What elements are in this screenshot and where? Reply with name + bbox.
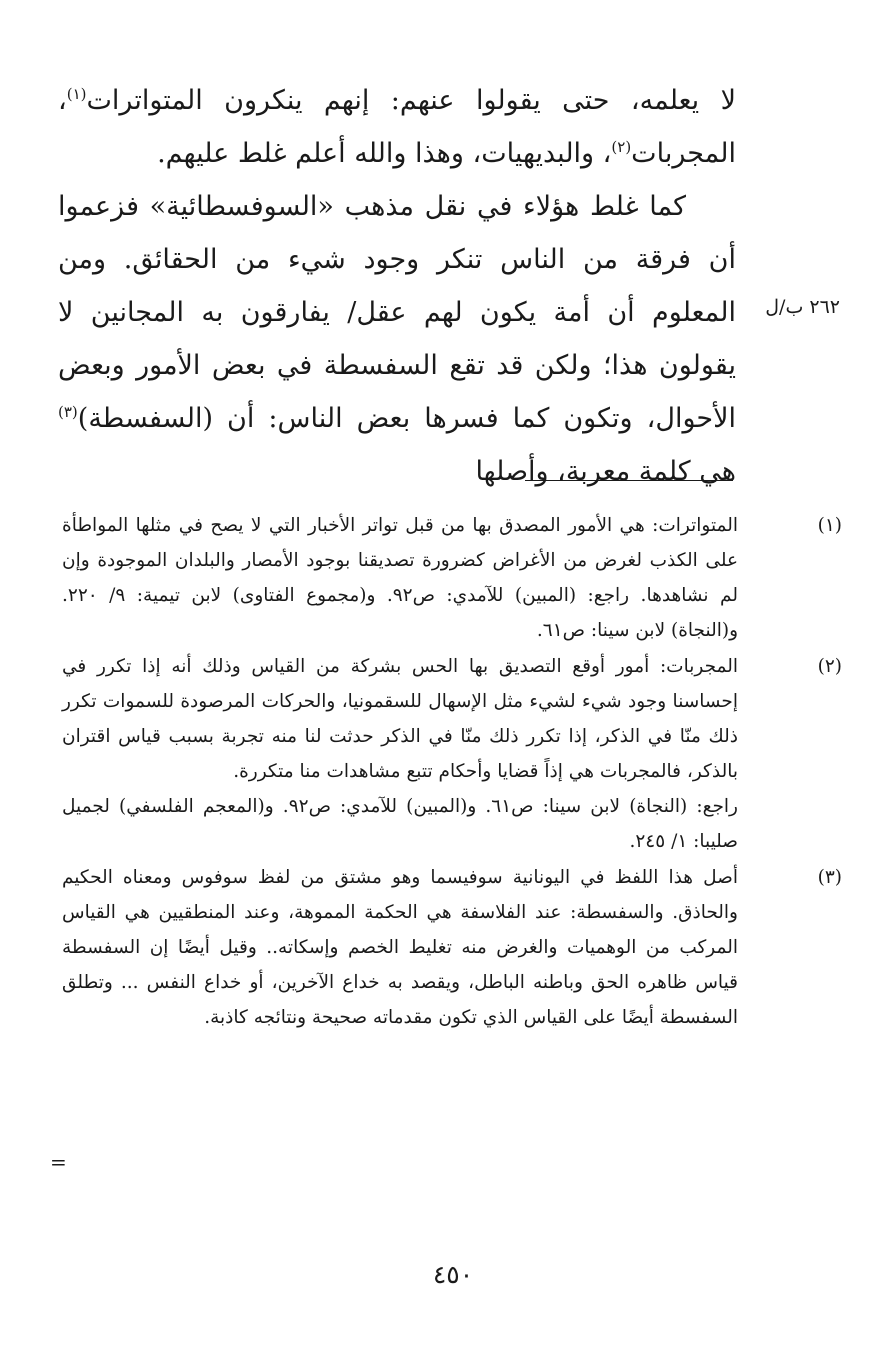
footnote-number: (١)	[817, 515, 842, 536]
footnote-ref-3[interactable]: (٣)	[58, 403, 78, 421]
main-paragraph-1	[58, 74, 736, 180]
footnote-3	[62, 860, 842, 1035]
footnote-number: (٣)	[817, 867, 842, 888]
footnote-ref-2[interactable]: (٢)	[611, 138, 632, 156]
footnote-text: المجربات: أمور أوقع التصديق بها الحس بشركة من القياس وذلك أنه إذا تكرر في إحساسنا وجود شيء لشيء مثل الإسهال للسقمونيا، والحركات المرصودة للسموات تكرر ذلك منّا في الذكر، إذا تكرر ذلك منّا في الذكر حدثت لنا منه تجربة بسبب قياس اقتران بالذكر، فالمجربات هي إذاً قضايا وأحكام تتبع مشاهدات منا متكررة.	[62, 656, 738, 782]
footnote-1	[62, 508, 842, 648]
continuation-mark: =	[50, 1150, 67, 1174]
footnote-separator	[525, 480, 733, 481]
main-text-run: كما غلط هؤلاء في نقل مذهب «السوفسطائية» فزعموا أن فرقة من الناس تنكر وجود شيء من الحقائق. ومن المعلوم أن أمة يكون لهم عقل/ يفارقون به المجانين لا يقولون هذا؛ ولكن قد تقع السفسطة في بعض الأمور وبعض الأحوال، وتكون كما فسرها بعض الناس: أن (السفسطة)	[58, 191, 736, 434]
footnotes	[62, 508, 842, 1035]
main-paragraph-2	[58, 180, 736, 498]
main-text	[58, 74, 736, 498]
main-text-run: لا يعلمه، حتى يقولوا عنهم: إنهم ينكرون المتواترات	[86, 85, 736, 116]
main-text-run: ، المجربات	[58, 85, 736, 169]
footnote-ref-1[interactable]: (١)	[66, 85, 87, 103]
page-number: ٤٥٠	[432, 1260, 474, 1289]
footnote-number: (٢)	[817, 656, 842, 677]
footnote-text: المتواترات: هي الأمور المصدق بها من قبل تواتر الأخبار التي لا يصح في مثلها المواطأة على الكذب لغرض من الأغراض كضرورة تصديقنا بوجود الأمصار والبلدان الموجودة وإن لم نشاهدها. راجع: (المبين) للآمدي: ص٩٢. و(مجموع الفتاوى) لابن تيمية: ٩/ ٢٢٠. و(النجاة) لابن سينا: ص٦١.	[62, 515, 738, 641]
footnote-references: راجع: (النجاة) لابن سينا: ص٦١. و(المبين) للآمدي: ص٩٢. و(المعجم الفلسفي) لجميل صليبا: ١/ ٢٤٥.	[62, 796, 738, 852]
main-text-run: هي كلمة معربة، وأصلها	[475, 456, 736, 487]
footnote-text: أصل هذا اللفظ في اليونانية سوفيسما وهو مشتق من لفظ سوفوس ومعناه الحكيم والحاذق. والسفسطة: عند الفلاسفة هي الحكمة المموهة، وعند المنطقيين هي القياس المركب من الوهميات والغرض منه تغليط الخصم وإسكاته.. وقيل أيضًا إن السفسطة قياس ظاهره الحق وباطنه الباطل، ويقصد به خداع الآخرين، أو خداع النفس ... وتطلق السفسطة أيضًا على القياس الذي تكون مقدماته صحيحة ونتائجه كاذبة.	[62, 867, 738, 1028]
footnote-2	[62, 649, 842, 859]
manuscript-folio-note: ٢٦٢ ب/ل	[765, 296, 840, 318]
main-text-run: ، والبديهيات، وهذا والله أعلم غلط عليهم.	[157, 138, 612, 169]
